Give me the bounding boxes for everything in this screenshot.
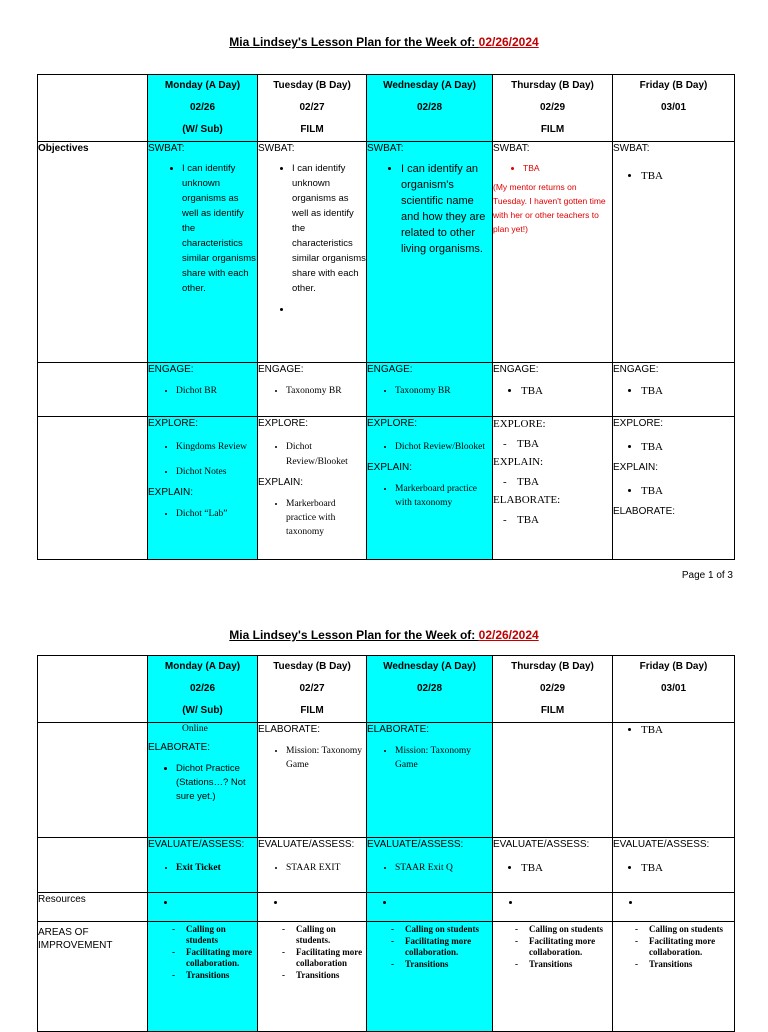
friday-areas: - Calling on students - Facilitating more collaboration. - Transitions — [613, 922, 735, 1032]
monday-header: Monday (A Day) 02/26 (W/ Sub) — [148, 656, 258, 723]
lesson-plan-table-page-1 — [37, 74, 735, 560]
wednesday-areas: - Calling on students - Facilitating more collaboration. - Transitions — [367, 922, 493, 1032]
engage-row — [38, 363, 735, 417]
thursday-mentor-note: (My mentor returns on Tuesday. I haven't gotten time with her or other teachers to plan yet!) — [493, 182, 606, 234]
monday-engage: ENGAGE: • Dichot BR — [148, 363, 258, 417]
thursday-objective: SWBAT: • TBA (My mentor returns on Tuesday. I haven't gotten time with her or other teachers to plan yet!) — [493, 142, 613, 363]
friday-engage: ENGAGE: • TBA — [613, 363, 735, 417]
thursday-header: Thursday (B Day) 02/29 FILM — [493, 656, 613, 723]
areas-row — [38, 922, 735, 1032]
areas-label: AREAS OF IMPROVEMENT — [38, 922, 148, 1032]
friday-objective: SWBAT: • TBA — [613, 142, 735, 363]
lesson-plan-table-page-2 — [37, 655, 735, 1032]
monday-explore: EXPLORE: • Kingdoms Review • Dichot Notes EXPLAIN: • Dichot “Lab” — [148, 417, 258, 560]
monday-continued: Online ELABORATE: • Dichot Practice (Stations…? Not sure yet.) — [148, 723, 258, 838]
thursday-header: Thursday (B Day) 02/29 FILM — [493, 75, 613, 142]
week-date: 02/26/2024 — [478, 35, 539, 49]
wednesday-header: Wednesday (A Day) 02/28 — [367, 75, 493, 142]
thursday-engage: ENGAGE: • TBA — [493, 363, 613, 417]
objectives-row — [38, 142, 735, 363]
friday-header: Friday (B Day) 03/01 — [613, 75, 735, 142]
page-title: Mia Lindsey's Lesson Plan for the Week of: 02/26/2024 — [229, 35, 539, 49]
friday-continued: • TBA — [613, 723, 735, 838]
explore-row — [38, 417, 735, 560]
header-row-2 — [38, 656, 735, 723]
thursday-explore: EXPLORE: - TBA EXPLAIN: - TBA ELABORATE: - TBA — [493, 417, 613, 560]
monday-objective: SWBAT: • I can identify unknown organisms as well as identify the characteristics similar organisms share with each other. — [148, 142, 258, 363]
friday-evaluate: EVALUATE/ASSESS: • TBA — [613, 838, 735, 893]
thursday-areas: - Calling on students - Facilitating more collaboration. - Transitions — [493, 922, 613, 1032]
objectives-label: Objectives — [38, 142, 148, 363]
tuesday-continued: ELABORATE: • Mission: Taxonomy Game — [258, 723, 367, 838]
tuesday-explore: EXPLORE: • Dichot Review/Blooket EXPLAIN: • Markerboard practice with taxonomy — [258, 417, 367, 560]
monday-areas: - Calling on students - Facilitating more collaboration. - Transitions — [148, 922, 258, 1032]
friday-explore: EXPLORE: • TBA EXPLAIN: • TBA ELABORATE: — [613, 417, 735, 560]
resources-row — [38, 893, 735, 922]
wednesday-evaluate: EVALUATE/ASSESS: • STAAR Exit Q — [367, 838, 493, 893]
wednesday-engage: ENGAGE: • Taxonomy BR — [367, 363, 493, 417]
thursday-continued — [493, 723, 613, 838]
header-row — [38, 75, 735, 142]
thursday-evaluate: EVALUATE/ASSESS: • TBA — [493, 838, 613, 893]
tuesday-engage: ENGAGE: • Taxonomy BR — [258, 363, 367, 417]
continued-row — [38, 723, 735, 838]
tuesday-evaluate: EVALUATE/ASSESS: • STAAR EXIT — [258, 838, 367, 893]
page-number: Page 1 of 3 — [681, 570, 733, 581]
wednesday-continued: ELABORATE: • Mission: Taxonomy Game — [367, 723, 493, 838]
monday-header: Monday (A Day) 02/26 (W/ Sub) — [148, 75, 258, 142]
friday-header: Friday (B Day) 03/01 — [613, 656, 735, 723]
wednesday-explore: EXPLORE: • Dichot Review/Blooket EXPLAIN: • Markerboard practice with taxonomy — [367, 417, 493, 560]
tuesday-areas: - Calling on students. - Facilitating more collaboration - Transitions — [258, 922, 367, 1032]
tuesday-header: Tuesday (B Day) 02/27 FILM — [258, 656, 367, 723]
page-title-2: Mia Lindsey's Lesson Plan for the Week of: 02/26/2024 — [229, 628, 539, 642]
resources-label: Resources — [38, 893, 148, 922]
monday-evaluate: EVALUATE/ASSESS: • Exit Ticket — [148, 838, 258, 893]
tuesday-objective: SWBAT: • I can identify unknown organisms as well as identify the characteristics similar organisms share with each other. • — [258, 142, 367, 363]
wednesday-header: Wednesday (A Day) 02/28 — [367, 656, 493, 723]
evaluate-row — [38, 838, 735, 893]
wednesday-objective: SWBAT: • I can identify an organism's scientific name and how they are related to other living organisms. — [367, 142, 493, 363]
tuesday-header: Tuesday (B Day) 02/27 FILM — [258, 75, 367, 142]
